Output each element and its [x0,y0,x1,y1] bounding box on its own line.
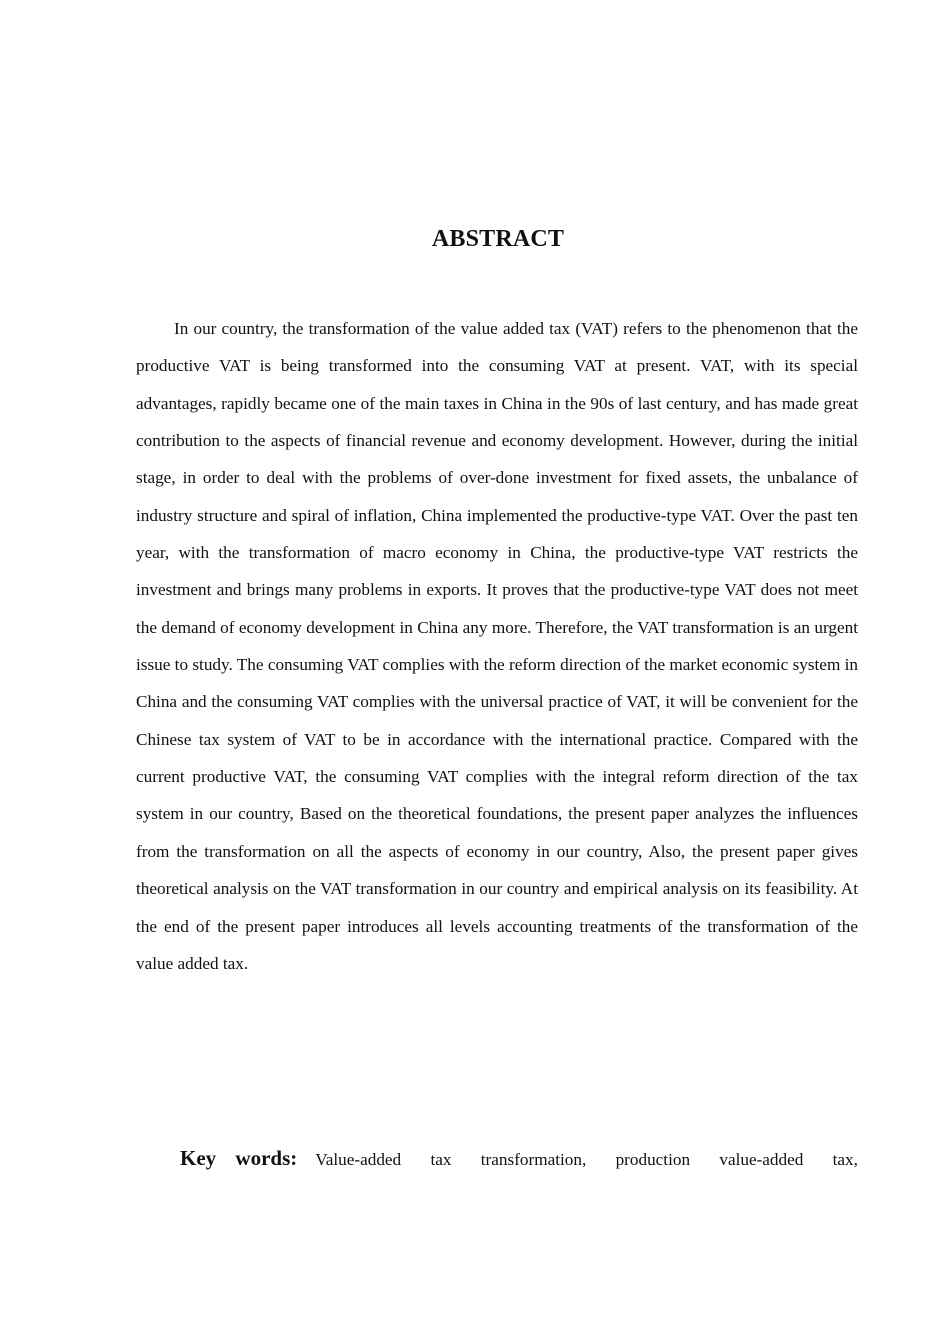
keywords-line [180,1140,858,1178]
keyword-word: Value-added [315,1150,402,1169]
keywords-text [315,1141,858,1178]
keyword-word: transformation, [480,1150,587,1169]
keywords-label: Key words: [180,1146,298,1170]
keyword-word: tax, [832,1150,858,1169]
keyword-word: tax [430,1150,452,1169]
keyword-word: production [615,1150,691,1169]
abstract-title: ABSTRACT [431,226,565,252]
abstract-body: In our country, the transformation of the value added tax (VAT) refers to the phenomenon that the productive VAT is being transformed into the consuming VAT at present. VAT, with its special advantages, rapidly became one of the main taxes in China in the 90s of last century, and has made great contribution to the aspects of financial revenue and economy development. However, during the initial stage, in order to deal with the problems of over-done investment for fixed assets, the unbalance of industry structure and spiral of inflation, China implemented the productive-type VAT. Over the past ten year, with the transformation of macro economy in China, the productive-type VAT restricts the investment and brings many problems in exports. It proves that the productive-type VAT does not meet the demand of economy development in China any more. Therefore, the VAT transformation is an urgent issue to study. The consuming VAT complies with the reform direction of the market economic system in China and the consuming VAT complies with the universal practice of VAT, it will be convenient for the Chinese tax system of VAT to be in accordance with the international practice. Compared with the current productive VAT, the consuming VAT complies with the integral reform direction of the tax system in our country, Based on the theoretical foundations, the present paper analyzes the influences from the transformation on all the aspects of economy in our country, Also, the present paper gives theoretical analysis on the VAT transformation in our country and empirical analysis on its feasibility. At the end of the present paper introduces all levels accounting treatments of the transformation of the value added tax. [136,319,858,973]
keyword-word: value-added [719,1150,804,1169]
